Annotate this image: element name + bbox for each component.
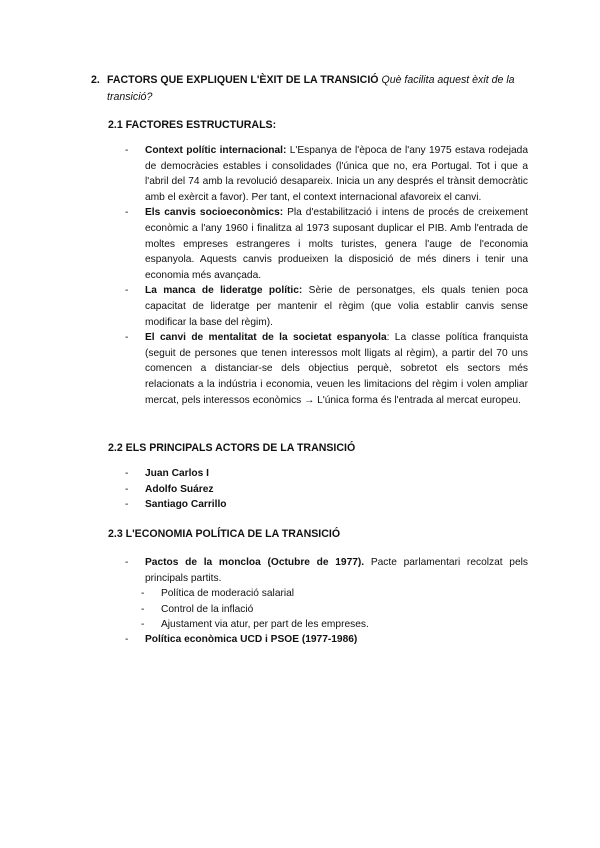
moncloa-sublist bbox=[141, 586, 528, 632]
list-item: - Política econòmica UCD i PSOE (1977-1986) bbox=[125, 634, 358, 646]
main-heading bbox=[91, 72, 536, 106]
list-item: - Els canvis socioeconòmics: Pla d'estabilització i intens de procés de creixement econòmic a l'any 1960 i finalitza al 1973 suposant duplicar el PIB. Amb l'entrada de moltes empreses estrangeres i molts turistes, genera l'auge de l'economia espanyola. Aquests canvis produeixen la disposició de més diners i tenir una economia més avançada. bbox=[125, 207, 528, 281]
list-item: - Pactos de la moncloa (Octubre de 1977). Pacte parlamentari recolzat pels principals partits. bbox=[125, 557, 528, 584]
economy-list bbox=[125, 555, 528, 648]
heading-title: FACTORS QUE EXPLIQUEN L'ÈXIT DE LA TRANSICIÓ bbox=[107, 74, 379, 86]
list-item: - Santiago Carrillo bbox=[125, 499, 227, 511]
list-item: - La manca de lideratge polític: Sèrie de personatges, els quals tenien poca capacitat de lideratge per mantenir el règim (que volia establir canvis sense modificar la base del règim). bbox=[125, 285, 528, 328]
section-title-actors: 2.2 ELS PRINCIPALS ACTORS DE LA TRANSICIÓ bbox=[108, 442, 356, 454]
heading-number: 2. bbox=[91, 74, 100, 86]
sub-list-item: - Control de la inflació bbox=[141, 603, 254, 615]
list-item: - Context polític internacional: L'Espanya de l'època de l'any 1975 estava rodejada de democràcies estables i consolidades (l'única que no, era Portugal. Tot i que a l'abril del 74 amb la revolució desapareix. Inicia un any després el trànsit democràtic amb el exèrcit a favor). Per tant, el context internacional afavoreix el canvi. bbox=[125, 145, 528, 203]
section-title-structural: 2.1 FACTORES ESTRUCTURALS: bbox=[108, 119, 277, 131]
structural-factors-list bbox=[125, 143, 528, 408]
sub-list-item: - Política de moderació salarial bbox=[141, 588, 295, 600]
sub-list-item: - Ajustament via atur, per part de les empreses. bbox=[141, 619, 369, 630]
actors-list bbox=[125, 466, 528, 513]
list-item: - El canvi de mentalitat de la societat espanyola: La classe política franquista (seguit de persones que tenen interessos molt lligats al règim), a partir del 70 uns comencen a distanciar-se dels objectius perquè, sobretot els sectors més relacionats a la indústria i economia, veuen les limitacions del règim i volen ampliar mercat, pels interessos econòmics → L'única forma és l'entrada al mercat europeu. bbox=[125, 332, 528, 406]
section-title-economy: 2.3 L'ECONOMIA POLÍTICA DE LA TRANSICIÓ bbox=[108, 528, 341, 540]
list-item: - Juan Carlos I bbox=[125, 468, 209, 479]
list-item: - Adolfo Suárez bbox=[125, 483, 214, 495]
heading-question: Què facilita aquest èxit de la transició? bbox=[107, 74, 515, 103]
